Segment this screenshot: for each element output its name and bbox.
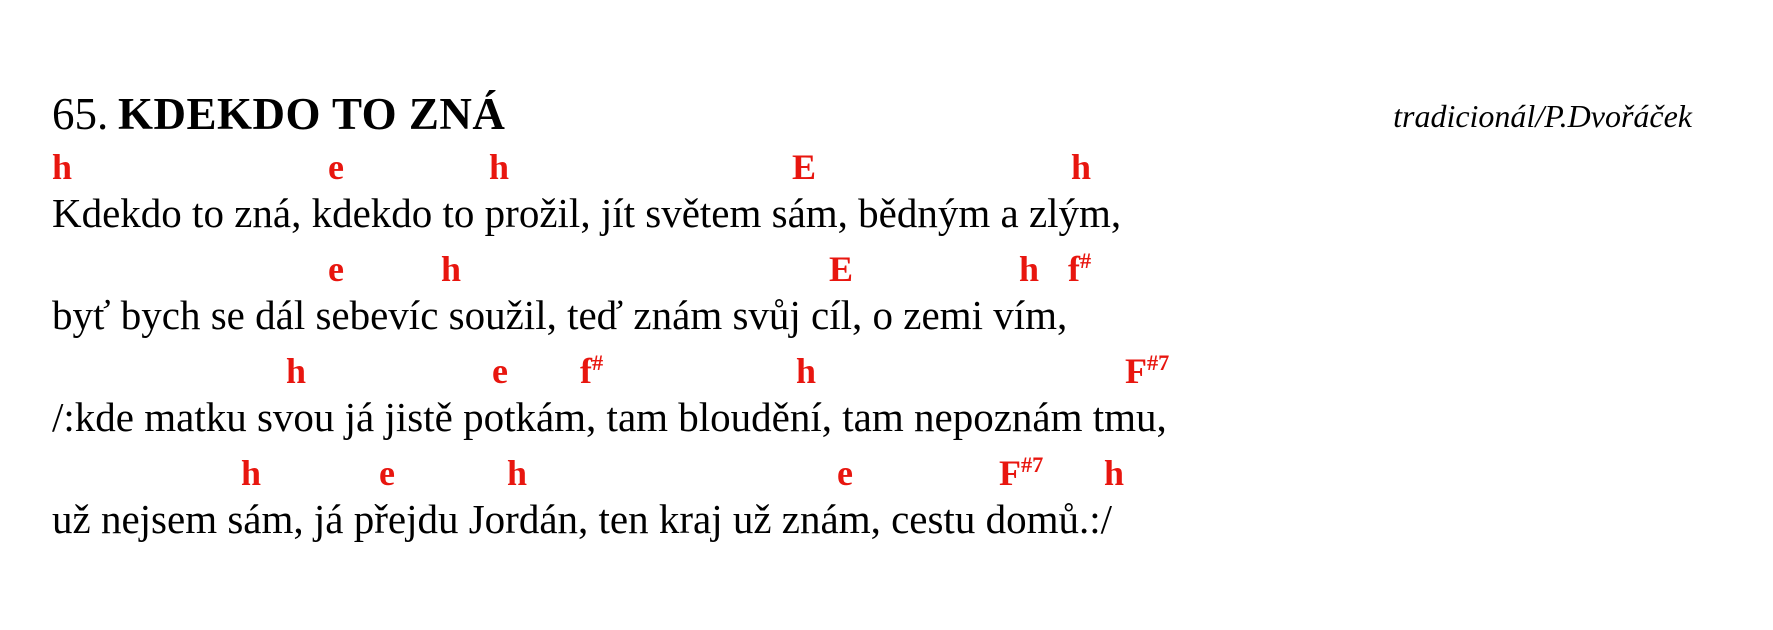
chord: e xyxy=(328,147,344,187)
chord-line-1 xyxy=(52,146,1752,188)
chord: E xyxy=(792,147,817,187)
chord: h xyxy=(507,453,528,493)
chord: h xyxy=(1104,453,1125,493)
lyric-line-2: byť bych se dál sebevíc soužil, teď znám svůj cíl, o zemi vím, xyxy=(52,292,1068,338)
chord-superscript: # xyxy=(1080,248,1092,273)
chord-superscript: # xyxy=(592,350,604,375)
chord: e xyxy=(379,453,395,493)
chord: h xyxy=(286,351,307,391)
verse-block-3 xyxy=(52,350,1752,442)
page-title: KDEKDO TO ZNÁ xyxy=(118,89,506,139)
chord-line-3 xyxy=(52,350,1752,392)
chord-line-4 xyxy=(52,452,1752,494)
verse-block-4 xyxy=(52,452,1752,544)
song-header xyxy=(52,88,1692,140)
chord: f# xyxy=(1068,248,1092,289)
chord: h xyxy=(796,351,817,391)
verse-block-2 xyxy=(52,248,1752,340)
chord: h xyxy=(489,147,510,187)
chord: h xyxy=(241,453,262,493)
lyric-line-1: Kdekdo to zná, kdekdo to prožil, jít světem sám, bědným a zlým, xyxy=(52,190,1122,236)
chord-superscript: #7 xyxy=(1021,452,1044,477)
chord: h xyxy=(52,147,73,187)
chord: h xyxy=(1019,249,1040,289)
chord: f# xyxy=(580,350,604,391)
chord: e xyxy=(492,351,508,391)
chord: h xyxy=(1071,147,1092,187)
chord: e xyxy=(837,453,853,493)
chord-line-2 xyxy=(52,248,1752,290)
verse-block-1 xyxy=(52,146,1752,238)
song-author: tradicionál/P.Dvořáček xyxy=(1393,98,1692,134)
chord: E xyxy=(829,249,854,289)
lyric-line-3: /:kde matku svou já jistě potkám, tam bloudění, tam nepoznám tmu, xyxy=(52,394,1167,440)
chord: e xyxy=(328,249,344,289)
song-number: 65. xyxy=(52,89,109,139)
chord: h xyxy=(441,249,462,289)
chord: $F^{\#7}$ xyxy=(1125,350,1170,391)
chord-superscript: #7 xyxy=(1147,350,1170,375)
chord: $F^{\#7}$ xyxy=(999,452,1044,493)
lyric-line-4: už nejsem sám, já přejdu Jordán, ten kraj už znám, cestu domů.:/ xyxy=(52,496,1112,542)
